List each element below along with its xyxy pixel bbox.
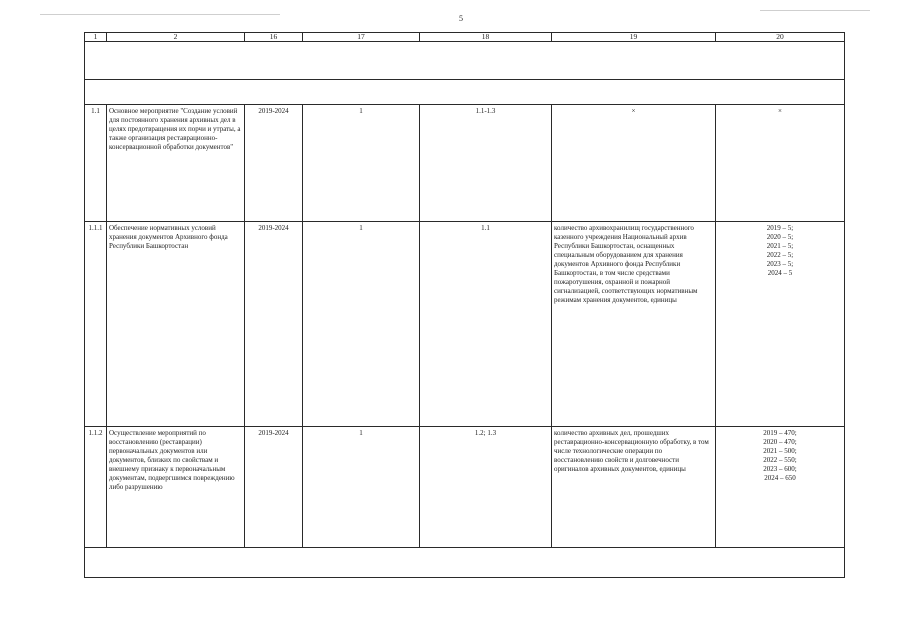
column-header-row	[85, 33, 845, 42]
measure-name: Основное мероприятие "Создание условий для постоянного хранения архивных дел в целях предотвращения их порчи и утраты, а также организация реставрационно-консервационной обработки документов"	[107, 105, 245, 222]
empty-cell	[85, 80, 845, 105]
scan-smudge	[760, 10, 870, 11]
indicator: ×	[552, 105, 716, 222]
page-number: 5	[459, 14, 463, 23]
empty-row	[85, 42, 845, 80]
table-row	[85, 427, 845, 548]
row-number: 1.1.2	[85, 427, 107, 548]
col-header-1: 1	[85, 33, 107, 42]
period: 2019-2024	[245, 105, 303, 222]
col-17-value: 1	[303, 105, 420, 222]
indicator-values: 2019 – 470; 2020 – 470; 2021 – 500; 2022 – 550; 2023 – 600; 2024 – 650	[716, 427, 845, 548]
col-17-value: 1	[303, 222, 420, 427]
program-table	[84, 32, 845, 578]
col-17-value: 1	[303, 427, 420, 548]
col-header-20: 20	[716, 33, 845, 42]
col-header-2: 2	[107, 33, 245, 42]
measure-name: Осуществление мероприятий по восстановлению (реставрации) первоначальных документов или документов, близких по свойствам и внешнему признаку к первоначальным документам, подвергшимся повреждению либо разрушению	[107, 427, 245, 548]
empty-row	[85, 548, 845, 578]
empty-cell	[85, 548, 845, 578]
indicator-values: ×	[716, 105, 845, 222]
table-row	[85, 105, 845, 222]
indicator-values: 2019 – 5; 2020 – 5; 2021 – 5; 2022 – 5; 2023 – 5; 2024 – 5	[716, 222, 845, 427]
empty-row	[85, 80, 845, 105]
table-row	[85, 222, 845, 427]
empty-cell	[85, 42, 845, 80]
indicator: количество архивохранилищ государственного казенного учреждения Национальный архив Республики Башкортостан, оснащенных специальным оборудованием для хранения документов Архивного фонда Республики Башкортостан, в том числе средствами пожаротушения, охранной и пожарной сигнализацией, соответствующих нормативным режимам хранения документов, единицы	[552, 222, 716, 427]
period: 2019-2024	[245, 222, 303, 427]
indicator: количество архивных дел, прошедших реставрационно-консервационную обработку, в том числе технологические операции по восстановлению свойств и долговечности оригиналов архивных документов, единицы	[552, 427, 716, 548]
row-number: 1.1.1	[85, 222, 107, 427]
col-header-19: 19	[552, 33, 716, 42]
row-number: 1.1	[85, 105, 107, 222]
col-header-18: 18	[420, 33, 552, 42]
col-header-16: 16	[245, 33, 303, 42]
col-18-value: 1.1-1.3	[420, 105, 552, 222]
col-header-17: 17	[303, 33, 420, 42]
period: 2019-2024	[245, 427, 303, 548]
scan-smudge	[40, 14, 280, 15]
col-18-value: 1.2; 1.3	[420, 427, 552, 548]
col-18-value: 1.1	[420, 222, 552, 427]
measure-name: Обеспечение нормативных условий хранения документов Архивного фонда Республики Башкортостан	[107, 222, 245, 427]
